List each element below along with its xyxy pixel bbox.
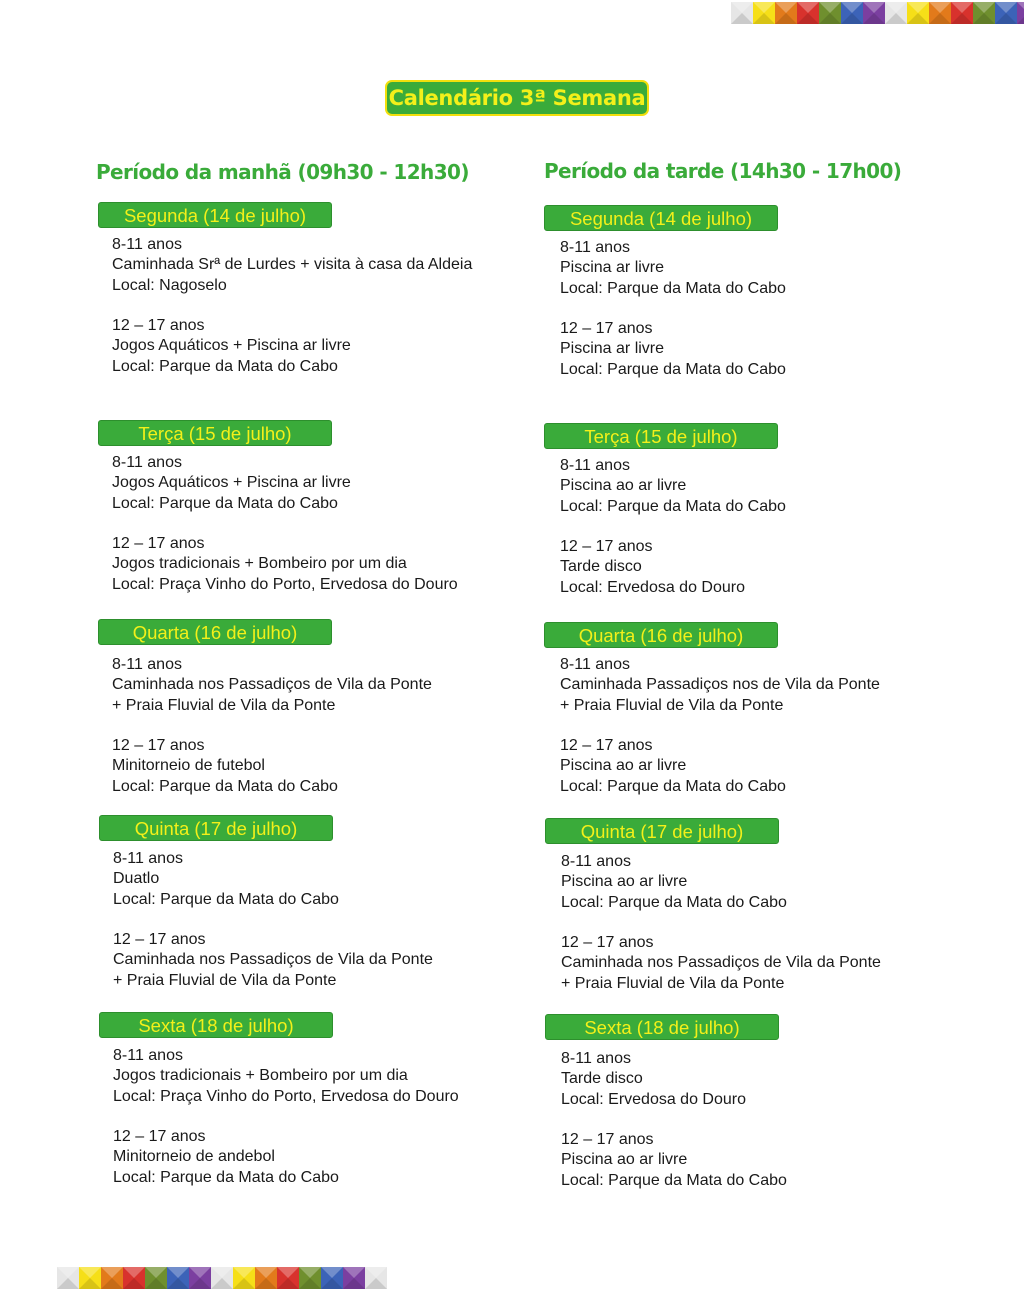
decorative-strip-top [731,2,1024,24]
strip-tile [343,1267,365,1289]
strip-tile [233,1267,255,1289]
strip-tile [101,1267,123,1289]
afternoon-period-title: Período da tarde (14h30 - 17h00) [544,159,902,183]
afternoon-wednesday-group-teen: 12 – 17 anos Piscina ao ar livre Local: Parque da Mata do Cabo [560,737,786,795]
strip-tile [973,2,995,24]
strip-tile [753,2,775,24]
morning-monday-group-young: 8-11 anos Caminhada Srª de Lurdes + visita à casa da Aldeia Local: Nagoselo [112,236,473,294]
decorative-strip-bottom [57,1267,387,1289]
morning-day-monday: Segunda (14 de julho) [98,202,332,228]
morning-period-title: Período da manhã (09h30 - 12h30) [96,160,469,184]
strip-tile [79,1267,101,1289]
afternoon-day-friday: Sexta (18 de julho) [545,1014,779,1040]
strip-tile [797,2,819,24]
morning-thursday-group-teen: 12 – 17 anos Caminhada nos Passadiços de Vila da Ponte + Praia Fluvial de Vila da Ponte [113,931,433,989]
morning-friday-group-teen: 12 – 17 anos Minitorneio de andebol Local: Parque da Mata do Cabo [113,1128,339,1186]
afternoon-tuesday-group-young: 8-11 anos Piscina ao ar livre Local: Parque da Mata do Cabo [560,457,786,515]
strip-tile [211,1267,233,1289]
morning-day-thursday: Quinta (17 de julho) [99,815,333,841]
strip-tile [841,2,863,24]
afternoon-wednesday-group-young: 8-11 anos Caminhada Passadiços nos de Vila da Ponte + Praia Fluvial de Vila da Ponte [560,656,880,714]
strip-tile [951,2,973,24]
strip-tile [123,1267,145,1289]
morning-thursday-group-young: 8-11 anos Duatlo Local: Parque da Mata do Cabo [113,850,339,908]
afternoon-thursday-group-young: 8-11 anos Piscina ao ar livre Local: Parque da Mata do Cabo [561,853,787,911]
afternoon-day-tuesday: Terça (15 de julho) [544,423,778,449]
morning-day-friday: Sexta (18 de julho) [99,1012,333,1038]
afternoon-day-monday: Segunda (14 de julho) [544,205,778,231]
page-title: Calendário 3ª Semana [385,80,649,116]
morning-day-wednesday: Quarta (16 de julho) [98,619,332,645]
strip-tile [321,1267,343,1289]
strip-tile [57,1267,79,1289]
strip-tile [907,2,929,24]
morning-day-tuesday: Terça (15 de julho) [98,420,332,446]
morning-wednesday-group-young: 8-11 anos Caminhada nos Passadiços de Vila da Ponte + Praia Fluvial de Vila da Ponte [112,656,432,714]
strip-tile [365,1267,387,1289]
afternoon-friday-group-young: 8-11 anos Tarde disco Local: Ervedosa do Douro [561,1050,746,1108]
strip-tile [255,1267,277,1289]
strip-tile [775,2,797,24]
morning-monday-group-teen: 12 – 17 anos Jogos Aquáticos + Piscina ar livre Local: Parque da Mata do Cabo [112,317,351,375]
morning-friday-group-young: 8-11 anos Jogos tradicionais + Bombeiro por um dia Local: Praça Vinho do Porto, Ervedosa do Douro [113,1047,459,1105]
strip-tile [145,1267,167,1289]
strip-tile [277,1267,299,1289]
afternoon-day-wednesday: Quarta (16 de julho) [544,622,778,648]
afternoon-monday-group-young: 8-11 anos Piscina ar livre Local: Parque da Mata do Cabo [560,239,786,297]
afternoon-thursday-group-teen: 12 – 17 anos Caminhada nos Passadiços de Vila da Ponte + Praia Fluvial de Vila da Ponte [561,934,881,992]
morning-wednesday-group-teen: 12 – 17 anos Minitorneio de futebol Local: Parque da Mata do Cabo [112,737,338,795]
strip-tile [1017,2,1024,24]
strip-tile [819,2,841,24]
strip-tile [863,2,885,24]
afternoon-tuesday-group-teen: 12 – 17 anos Tarde disco Local: Ervedosa do Douro [560,538,745,596]
morning-tuesday-group-young: 8-11 anos Jogos Aquáticos + Piscina ar livre Local: Parque da Mata do Cabo [112,454,351,512]
morning-tuesday-group-teen: 12 – 17 anos Jogos tradicionais + Bombeiro por um dia Local: Praça Vinho do Porto, Ervedosa do Douro [112,535,458,593]
strip-tile [995,2,1017,24]
afternoon-friday-group-teen: 12 – 17 anos Piscina ao ar livre Local: Parque da Mata do Cabo [561,1131,787,1189]
strip-tile [929,2,951,24]
strip-tile [885,2,907,24]
afternoon-day-thursday: Quinta (17 de julho) [545,818,779,844]
strip-tile [731,2,753,24]
strip-tile [167,1267,189,1289]
afternoon-monday-group-teen: 12 – 17 anos Piscina ar livre Local: Parque da Mata do Cabo [560,320,786,378]
strip-tile [189,1267,211,1289]
strip-tile [299,1267,321,1289]
